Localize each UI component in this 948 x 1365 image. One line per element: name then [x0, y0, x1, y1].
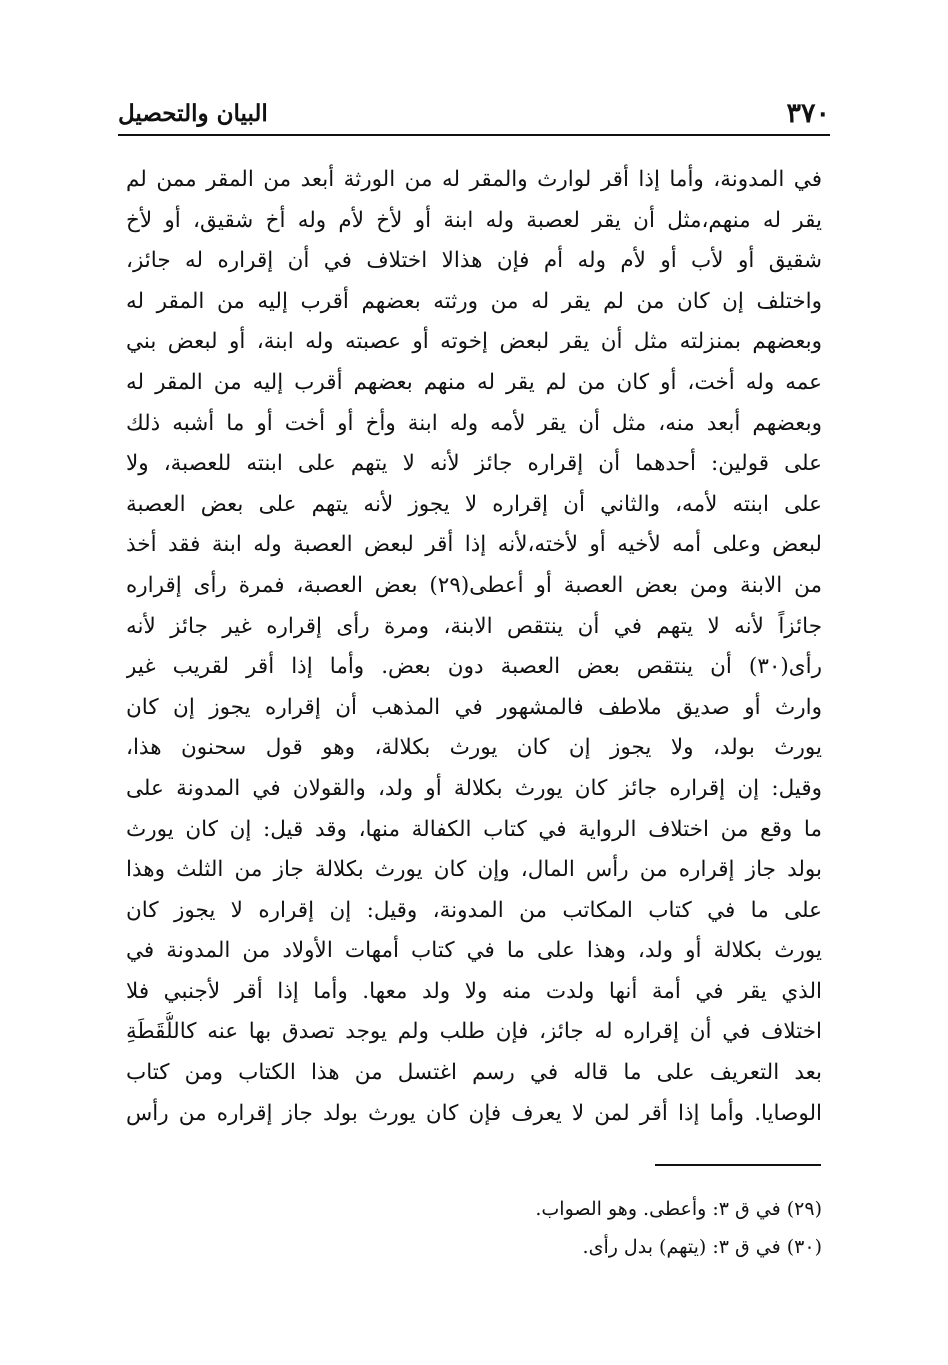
body-line: وبعضهم أبعد منه، مثل أن يقر لأمه وله ابنة وأخ أو أخت أو ما أشبه ذلك	[126, 410, 822, 436]
body-line: الوصايا. وأما إذا أقر لمن لا يعرف فإن كان يورث بولد جاز إقراره من رأس	[126, 1100, 822, 1126]
body-line: لبعض وعلى أمه لأخيه أو لأخته،لأنه إذا أقر لبعض العصبة وله ابنة فقد أخذ	[126, 532, 822, 558]
body-line: رأى(٣٠) أن ينتقص بعض العصبة دون بعض. وأما إذا أقر لقريب غير	[126, 654, 822, 680]
body-line: يورث بكلالة أو ولد، وهذا على ما في كتاب أمهات الأولاد من المدونة في	[126, 938, 822, 964]
body-line: شقيق أو لأب أو لأم وله أم فإن هذالا اختلاف في أن إقراره له جائز،	[126, 248, 822, 274]
body-line: جائزاً لأنه لا يتهم في أن ينتقص الابنة، ومرة رأى إقراره غير جائز لأنه	[126, 613, 822, 639]
body-line: اختلاف في أن إقراره له جائز، فإن طلب ولم يوجد تصدق بها عنه كاللُّقَطَةِ	[126, 1019, 822, 1045]
footnote-29: (٢٩) في ق ٣: وأعطى. وهو الصواب.	[535, 1198, 822, 1220]
footnote-30: (٣٠) في ق ٣: (يتهم) بدل رأى.	[582, 1236, 822, 1258]
body-line: في المدونة، وأما إذا أقر لوارث والمقر له من الورثة أبعد من المقر ممن لم	[126, 167, 822, 192]
body-line: عمه وله أخت، أو كان من لم يقر له منهم بعضهم أقرب إليه من المقر له	[126, 369, 822, 395]
body-line: على قولين: أحدهما أن إقراره جائز لأنه لا يتهم على ابنته للعصبة، ولا	[126, 451, 822, 477]
page-number: ٣٧٠	[786, 97, 830, 129]
body-text	[126, 160, 822, 1134]
body-line: يقر له منهم،مثل أن يقر لعصبة وله ابنة أو لأخ لأم وله أخ شقيق، أو لأخ	[126, 207, 822, 233]
body-line: بولد جاز إقراره من رأس المال، وإن كان يورث بكلالة جاز من الثلث وهذا	[126, 857, 822, 883]
footnote-separator	[655, 1164, 821, 1166]
footnotes	[535, 1190, 822, 1266]
body-line: ما وقع من اختلاف الرواية في كتاب الكفالة منها، وقد قيل: إن كان يورث	[126, 816, 822, 842]
body-line: وقيل: إن إقراره جائز كان يورث بكلالة أو ولد، والقولان في المدونة على	[126, 775, 822, 801]
body-line: بعد التعريف على ما قاله في رسم اغتسل من هذا الكتاب ومن كتاب	[126, 1060, 822, 1086]
body-line: الذي يقر في أمة أنها ولدت منه ولا ولد معها. وأما إذا أقر لأجنبي فلا	[126, 978, 822, 1004]
body-line: وبعضهم بمنزلته مثل أن يقر لبعض إخوته أو عصبته وله ابنة، أو لبعض بني	[126, 329, 822, 355]
body-line: من الابنة ومن بعض العصبة أو أعطى(٢٩) بعض العصبة، فمرة رأى إقراره	[126, 572, 822, 598]
body-line: واختلف إن كان من لم يقر له من ورثته بعضهم أقرب إليه من المقر له	[126, 288, 822, 314]
body-line: على ما في كتاب المكاتب من المدونة، وقيل: إن إقراره لا يجوز كان	[126, 897, 822, 923]
running-title: البيان والتحصيل	[118, 99, 268, 127]
body-line: يورث بولد، ولا يجوز إن كان يورث بكلالة، وهو قول سحنون هذا،	[126, 735, 822, 761]
body-line: على ابنته لأمه، والثاني أن إقراره لا يجوز لأنه يتهم على بعض العصبة	[126, 491, 822, 517]
body-line: وارث أو صديق ملاطف فالمشهور في المذهب أن إقراره يجوز إن كان	[126, 694, 822, 720]
page-header	[118, 96, 830, 130]
header-rule	[118, 134, 830, 136]
